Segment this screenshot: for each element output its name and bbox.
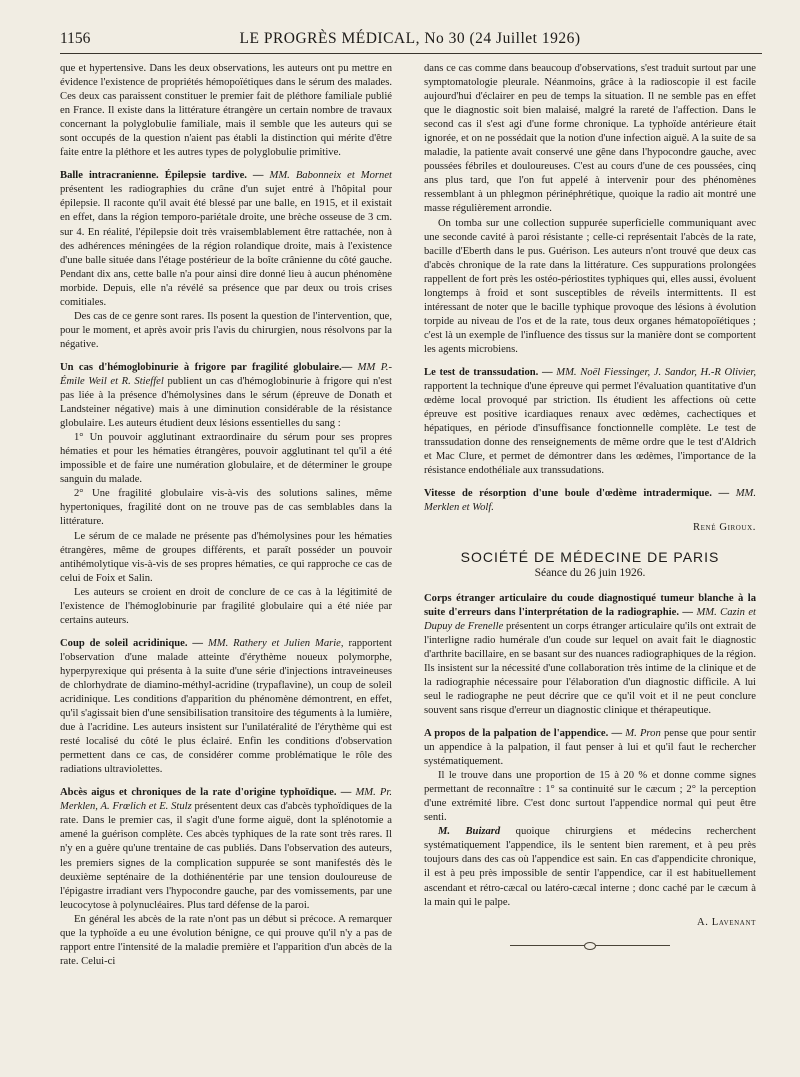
text-paragraph (60, 530, 392, 586)
abstract-title: Abcès aigus et chroniques de la rate d'origine typhoïdique. — (60, 787, 356, 799)
paragraph-text: Le sérum de ce malade ne présente pas d'hémolysines pour les hématies étrangères, même de groupes différents, et paraît posséder un pouvoir antihémolytique vis-à-vis de ses propres hématies, ce qui rapproche ce cas de celui de Foix et Salin. (60, 530, 392, 584)
text-paragraph (60, 913, 392, 969)
section-title: SOCIÉTÉ DE MÉDECINE DE PARIS (460, 548, 720, 565)
abstract-title: Coup de soleil acridinique. — (60, 637, 208, 649)
text-paragraph (60, 310, 392, 352)
abstract-paragraph (424, 727, 756, 769)
authors: MM. Pr. Merklen, A. Frœlich et E. Stulz (60, 787, 393, 813)
paragraph-text: 1° Un pouvoir agglutinant extraordinaire du sérum pour ses propres hématies et pour les hématies étrangères, pouvoir agglutinant tel qu'il a été impossible et de faire une numération globulaire, et de déterminer le groupe sanguin du malade. (60, 432, 392, 486)
header-rule (60, 53, 762, 54)
abstract-title: A propos de la palpation de l'appendice. — (424, 728, 626, 740)
paragraph-text: présentent un corps étranger articulaire qu'ils ont extrait de l'interligne radio humérale d'un coude sur lequel on avait fait le diagnostic d'arthrite bacillaire, en se basant sur des nuances radiographiques de la région. Ils insistent sur la nécessité d'une collaboration très intime de la clinique et de la radiographie nécessaire pour l'élaboration d'un diagnostic difficile. A lui seul le radiographe ne peut décrire que ce qu'il voit et il ne peut conclure souvent sans risque d'erreur un diagnostic clinique et thérapeutique. (424, 620, 757, 716)
text-paragraph (424, 769, 756, 825)
paragraph-text: présentent deux cas d'abcès typhoïdiques de la rate. Dans le premier cas, il s'agit d'une forme aiguë, dont la splénotomie a amené la guérison complète. Ces abcès typhiques de la rate sont très rares. Il n'y en a guère qu'une trentaine de cas publiés. Dans l'observation des auteurs, les premiers signes de la complication suppurée se sont manifestés dès le deuxième septénaire de la dothiénentérie par une tension douloureuse de l'épigastre irradiant vers l'hypocondre gauche, par des vomissements, par une leucocytose à polynucléaires. Plus tard défense de la paroi. (60, 801, 392, 911)
authors: MM. Merklen et Wolf. (424, 488, 756, 514)
abstract-paragraph (60, 786, 392, 912)
authors: M. Buizard (438, 826, 501, 838)
paragraph-text: Des cas de ce genre sont rares. Ils posent la question de l'intervention, que, pour le moment, et après avoir pris l'avis du chirurgien, nous résolvons par la négative. (60, 310, 392, 350)
abstract-title: Balle intracranienne. Épilepsie tardive. — (60, 170, 270, 182)
paragraph-text: Il le trouve dans une proportion de 15 à 20 % et donne comme signes permettant de reconnaître : 1° sa continuité sur le cæcum ; 2° la perception d'une extrémité libre. C'est donc surtout l'appendice normal qui peut être senti. (424, 770, 756, 824)
authors: M. Pron (625, 728, 661, 740)
ornament-dot (584, 942, 596, 950)
abstract-title: Corps étranger articulaire du coude diagnostiqué tumeur blanche à la suite d'erreurs dans l'interprétation de la radiographie. — (424, 592, 756, 618)
authors: MM P.-Émile Weil et R. Stieffel (60, 361, 392, 387)
paragraph-text: dans ce cas comme dans beaucoup d'observations, s'est traduit surtout par une symptomatologie pleurale. Néanmoins, grâce à la radioscopie il est facile aujourd'hui d'éclairer en peu de temps la situation. Il ne semble pas en effet que le diagnostic soit bien malaisé, malgré la rareté de l'affection. Dans le second cas il s'est agi d'une forme chronique. La typhoïde antérieure était ignorée, et on ne possédait que la notion d'une infection aiguë. A la suite de sa maladie, la patiente avait conservé une gêne dans l'hypocondre gauche, avec poussées fébriles et douloureuses. C'est au cours d'une de ces poussées, cinq ans plus tard, que l'on fut appelé à intervenir pour des phénomènes ressemblant à un phlegmon périnéphrétique, quoique la radio ait montré une masse régulièrement arrondie. (424, 63, 756, 215)
abstract-paragraph (424, 592, 756, 718)
paragraph-text: rapportent l'observation d'une malade atteinte d'érythème noueux polymorphe, hyperpyrexique qui présenta à la suite d'une série d'injections intraveineuses de chlorhydrate de diamino-méthyl-acridine (trypaflavine), un coup de soleil acridinique. Les conditions d'apparition du phénomène démontrent, en effet, qu'il s'agissait bien d'une sensibilisation transitoire des téguments à la lumière, due à l'acridine. Les auteurs insistent sur l'unilatéralité de l'érythème qui est resté localisé du côté le plus éclairé. Enfin les conditions d'observation permettent dans ce cas, de considérer comme problématique le rôle des radiations ultraviolettes. (60, 637, 393, 776)
text-paragraph (424, 825, 756, 909)
text-paragraph (60, 487, 392, 529)
page-number: 1156 (60, 30, 91, 47)
abstract-title: Vitesse de résorption d'une boule d'œdème intradermique. — (424, 488, 736, 500)
page-header (60, 30, 760, 50)
authors: MM. Noël Fiessinger, J. Sandor, H.-R Olivier, (556, 366, 756, 378)
paragraph-text: Les auteurs se croient en droit de conclure de ce cas à la légitimité de l'existence de l'hémoglobinurie par fragilité globulaire qui a été niée par certains auteurs. (60, 586, 392, 626)
abstract-paragraph (60, 637, 392, 777)
journal-title: LE PROGRÈS MÉDICAL, No 30 (24 Juillet 1926) (239, 30, 581, 47)
authors: MM. Babonneix et Mornet (269, 170, 392, 182)
abstract-paragraph (60, 169, 392, 309)
text-paragraph (424, 62, 756, 217)
left-column (60, 62, 392, 969)
author-signature: A. Lavenant (697, 916, 756, 928)
abstract-paragraph (424, 487, 756, 515)
author-signature: René Giroux. (693, 522, 756, 534)
text-paragraph (60, 586, 392, 628)
right-column (424, 62, 756, 950)
paragraph-text: En général les abcès de la rate n'ont pas un début si précoce. A remarquer que la typhoïde a eu une évolution bénigne, ce qui prouve qu'il n'y a pas de rapport entre l'intensité de la maladie première et l'apparition d'un abcès de la rate. Celui-ci (60, 913, 392, 967)
paragraph-text: On tomba sur une collection suppurée superficielle communiquant avec une seconde cavité à paroi résistante ; celle-ci représentait l'abcès de la rate, bacille d'Eberth dans le pus. Guérison. Les auteurs n'ont trouvé que deux cas d'abcès chronique de la rate dans la littérature. Ces suppurations prolongées rappellent de fort près les ostéo-périostites typhiques qui, elles aussi, évoluent longtemps à froid et sont susceptibles de réveils intermittents. Il est intéressant de noter que le bacille typhique provoque des lésions à évolution torpide au niveau de l'os et de la rate, tous deux organes hématopoïétiques ; c'est là un exemple de l'influence des tissus sur la manière dont se comportent les agents microbiens. (424, 217, 756, 355)
paragraph-text: que et hypertensive. Dans les deux observations, les auteurs ont pu mettre en évidence l'existence de propriétés hémopoïétiques dans le sérum des malades. Ces deux cas paraissent constituer le premier fait de pléthore familiale publié en France. Il existe dans la littérature étrangère un certain nombre de travaux concernant la polyglobulie familiale, mais il semble que les auteurs qui se sont occupés de la question n'aient pas établi la distinction qui mérite d'être faite entre la pléthore et les autres types de polyglobulie primitive. (60, 63, 392, 159)
paragraph-text: présentent les radiographies du crâne d'un sujet entré à l'hôpital pour épilepsie. Il raconte qu'il avait été blessé par une balle, en 1915, et il existait en effet, dans la région temporo-pariétale droite, une brèche osseuse de 3 cm. sur 4. En réalité, l'épilepsie doit très vraisemblablement être rattachée, non à des adhérences méningées de la région rolandique droite, mais à l'existence d'une balle située dans l'étage postérieur de la boîte crânienne du côté gauche. Pendant dix ans, cette balle n'a pour ainsi dire donné lieu à aucun phénomène morbide. Depuis, elle n'a révélé sa présence que par deux ou trois crises comitiales. (60, 184, 392, 308)
paragraph-text: publient un cas d'hémoglobinurie à frigore qui n'est pas liée à la présence d'hémolysines dans le sérum (épreuve de Donath et Landsteiner négative) mais à une diminution considérable de la résistance globulaire. Les auteurs étudient deux lésions essentielles du sang : (60, 375, 392, 430)
authors: MM. Rathery et Julien Marie, (207, 637, 344, 649)
abstract-paragraph (424, 366, 756, 478)
abstract-paragraph (60, 361, 392, 431)
paragraph-text: 2° Une fragilité globulaire vis-à-vis des solutions salines, même hypertoniques, fragilité dont on ne trouve pas de cas semblables dans la littérature. (60, 488, 392, 528)
section-subtitle: Séance du 26 juin 1926. (534, 566, 646, 579)
text-paragraph (60, 62, 392, 160)
abstract-title: Le test de transsudation. — (424, 366, 557, 378)
paragraph-text: rapportent la technique d'une épreuve qui permet l'évaluation quantitative d'un œdème local provoqué par striction. Ils étudient les affections où cette épreuve est positive icardiaques renaux avec œdèmes, cachectiques et hépatiques, en période d'insuffisance fonctionnelle complète. Le test de transsudation donne des renseignements de même ordre que le test d'Aldrich et Mac Clure, et permet de démontrer dans les œdèmes, l'importance de la résistance endothéliale aux transsudations. (424, 381, 756, 477)
paragraph-text: quoique chirurgiens et médecins recherchent systématiquement l'appendice, ils le sentent bien rarement, et à peu près toujours dans des cas où l'appendice est sain. En cas d'appendicite chronique, il est à peu près impossible de sentir l'appendice, car il est habituellement ascendant et rétro-cæcal ou latéro-cæcal interne ; donc caché par le cæcum à la main qui le palpe. (424, 826, 756, 908)
abstract-title: Un cas d'hémoglobinurie à frigore par fragilité globulaire.— (60, 361, 358, 373)
text-paragraph (60, 431, 392, 487)
end-ornament (510, 942, 670, 950)
paragraph-text: pense que pour sentir un appendice à la palpation, il faut penser à lui et qu'il faut le rechercher systématiquement. (424, 728, 756, 768)
text-paragraph (424, 217, 756, 357)
authors: MM. Cazin et Dupuy de Frenelle (424, 606, 756, 632)
